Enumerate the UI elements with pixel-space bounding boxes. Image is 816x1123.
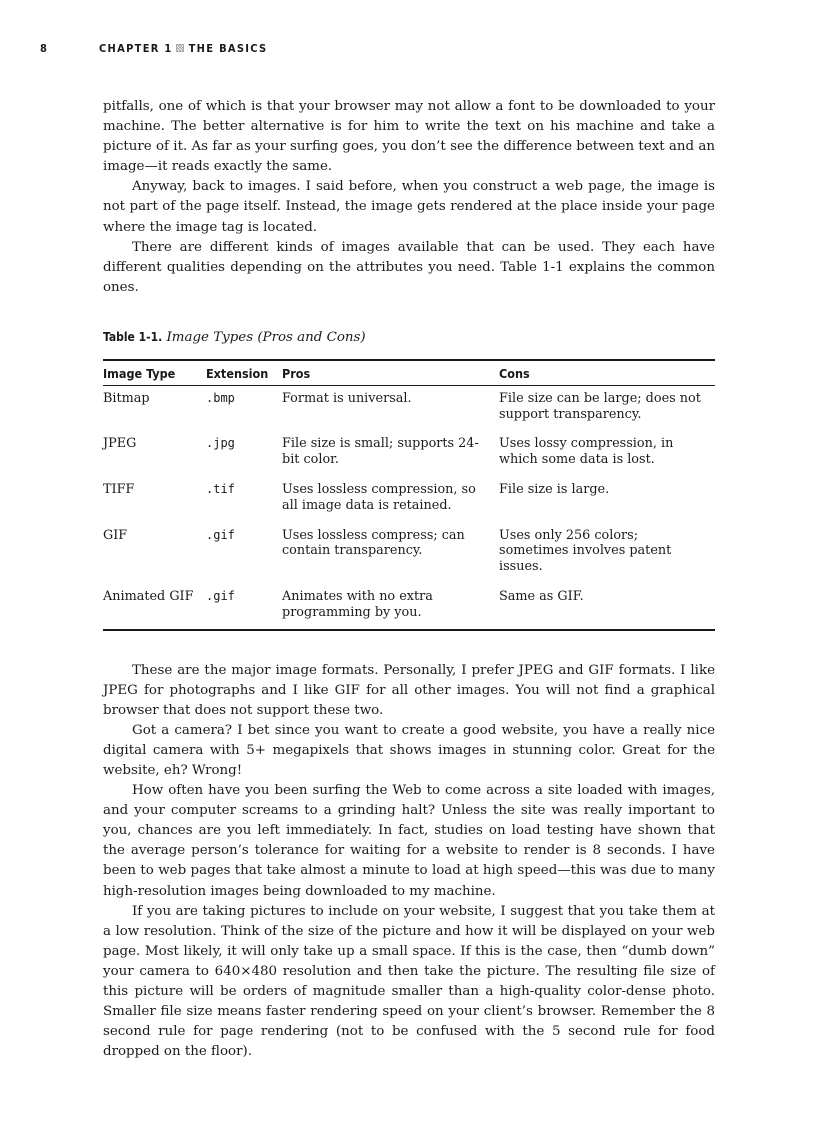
cell-pros-text: File size is small; supports 24-bit color. [282,436,479,468]
running-head [99,42,267,55]
cell-extension: .gif [206,527,235,542]
chapter-label: CHAPTER 1 [99,42,173,55]
cell-cons-text: Uses lossy compression, in which some data is lost. [499,436,674,468]
paragraph: pitfalls, one of which is that your browser may not allow a font to be downloaded to your machine. The better alternative is for him to write the text on his machine and take a picture of it. As far as your surfing goes, you don’t see the difference between text and an image—it reads exactly the same. [103,99,715,175]
cell-extension: .gif [206,588,235,603]
separator-square-icon [176,44,184,52]
cell-cons [499,432,715,478]
table-caption-label: Table 1-1. [103,329,163,344]
table-header-row [103,360,715,385]
cell-pros-text: Format is universal. [282,390,412,406]
table-caption [103,328,715,347]
cell-pros [282,432,499,478]
column-header-cons: Cons [499,360,715,385]
cell-pros [282,524,499,585]
cell-pros-text: Animates with no extra programming by you. [282,588,433,620]
image-types-table [103,359,715,631]
table-row [103,478,715,524]
cell-image-type: GIF [103,527,128,543]
table-caption-title: Image Types (Pros and Cons) [166,329,366,345]
paragraph: If you are taking pictures to include on your website, I suggest that you take them at a low resolution. Think of the size of the picture and how it will be displayed on your web page. Most likely, it will only take up a small space. If this is the case, then “dumb down” your camera to 640×480 resolution and then take the picture. The resulting file size of this picture will be orders of magnitude smaller than a high-quality color-dense photo. Smaller file size means faster rendering speed on your client’s browser. Remember the 8 second rule for page rendering (not to be confused with the 5 second rule for food dropped on the floor). [103,903,715,1060]
cell-pros-text: Uses lossless compress; can contain transparency. [282,527,465,559]
table-row [103,385,715,432]
cell-cons [499,524,715,585]
cell-image-type: TIFF [103,481,135,497]
cell-pros [282,385,499,432]
cell-extension: .jpg [206,436,235,451]
paragraph: How often have you been surfing the Web to come across a site loaded with images, and your computer screams to a grinding halt? Unless the site was really important to you, chances are you left immediately. In fact, studies on load testing have shown that the average person’s tolerance for waiting for a website to render is 8 seconds. I have been to web pages that take almost a minute to load at high speed—this was due to many high-resolution images being downloaded to my machine. [103,783,715,899]
paragraph: Anyway, back to images. I said before, when you construct a web page, the image is not part of the page itself. Instead, the image gets rendered at the place inside your page where the image tag is located. [103,179,715,235]
column-header-extension: Extension [206,360,282,385]
column-header-pros: Pros [282,360,499,385]
cell-pros [282,478,499,524]
cell-extension: .bmp [206,390,235,405]
cell-cons [499,585,715,630]
page-header [40,42,780,58]
cell-cons [499,385,715,432]
cell-cons-text: Uses only 256 colors; sometimes involves patent issues. [499,527,672,575]
cell-extension: .tif [206,481,235,496]
page-number: 8 [40,42,49,55]
page-body [103,97,715,1062]
cell-pros [282,585,499,630]
cell-cons-text: File size can be large; does not support transparency. [499,390,701,422]
cell-cons-text: Same as GIF. [499,588,584,604]
cell-cons-text: File size is large. [499,481,610,497]
table-row [103,585,715,630]
table-row [103,432,715,478]
paragraph: There are different kinds of images available that can be used. They each have different qualities depending on the attributes you need. Table 1-1 explains the common ones. [103,239,715,295]
paragraphs-after-table [103,661,715,1063]
cell-cons [499,478,715,524]
column-header-image-type: Image Type [103,360,206,385]
cell-image-type: Animated GIF [103,588,194,604]
paragraph: These are the major image formats. Personally, I prefer JPEG and GIF formats. I like JPEG for photographs and I like GIF for all other images. You will not find a graphical browser that does not support these two. [103,662,715,718]
cell-pros-text: Uses lossless compression, so all image data is retained. [282,481,476,513]
section-title: THE BASICS [188,42,268,55]
table-row [103,524,715,585]
paragraph: Got a camera? I bet since you want to create a good website, you have a really nice digital camera with 5+ megapixels that shows images in stunning color. Great for the website, eh? Wrong! [103,722,715,778]
cell-image-type: Bitmap [103,390,150,406]
cell-image-type: JPEG [103,436,137,452]
